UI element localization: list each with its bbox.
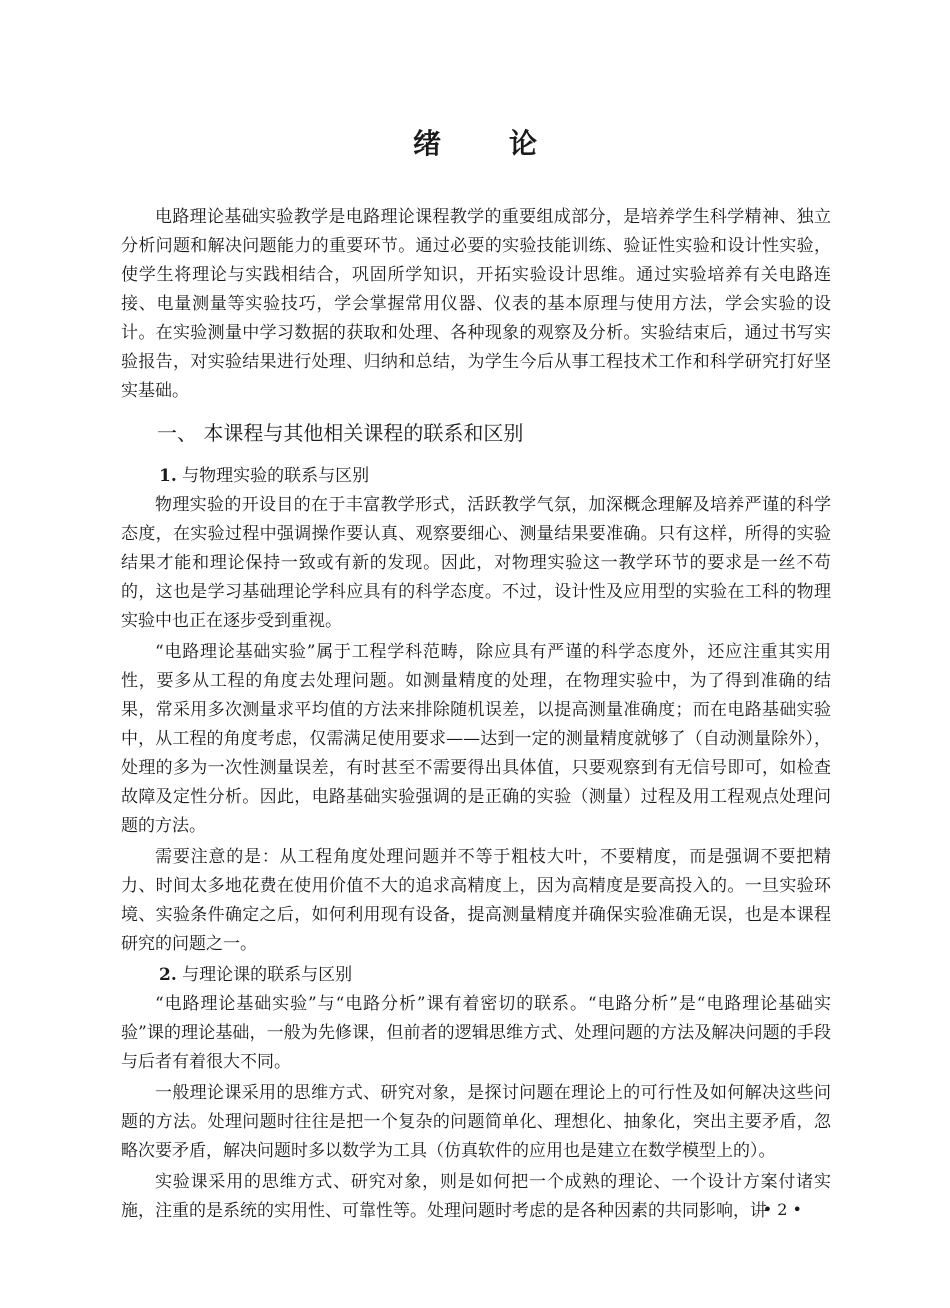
paragraph: 需要注意的是：从工程角度处理问题并不等于粗枝大叶，不要精度，而是强调不要把精力、时间太多地花费在使用价值不大的追求高精度上，因为高精度是要高投入的。一旦实验环境、实验条件确定之后，如何利用现有设备，提高测量精度并确保实验准确无误，也是本课程研究的问题之一。 — [121, 847, 831, 954]
subsection-heading-2 — [121, 961, 831, 990]
subsection-number: 2. — [159, 965, 177, 985]
subsection-title: 与物理实验的联系与区别 — [182, 466, 370, 486]
subsection-heading-1 — [121, 462, 831, 491]
subsection-title: 与理论课的联系与区别 — [182, 965, 353, 985]
body-text — [121, 203, 831, 1228]
paragraph: “电路理论基础实验”属于工程学科范畴，除应具有严谨的科学态度外，还应注重其实用性，要多从工程的角度去处理问题。如测量精度的处理，在物理实验中，为了得到准确的结果，常采用多次测量求平均值的方法来排除随机误差，以提高测量准确度；而在电路基础实验中，从工程的角度考虑，仅需满足使用要求——达到一定的测量精度就够了（自动测量除外），处理的多为一次性测量误差，有时甚至不需要得出具体值，只要观察到有无信号即可，如检查故障及定性分析。因此，电路基础实验强调的是正确的实验（测量）过程及用工程观点处理问题的方法。 — [121, 642, 831, 836]
section-heading: 一、 本课程与其他相关课程的联系和区别 — [157, 421, 524, 445]
paragraph: “电路理论基础实验”与“电路分析”课有着密切的联系。“电路分析”是“电路理论基础实验”课的理论基础，一般为先修课，但前者的逻辑思维方式、处理问题的方法及解决问题的手段与后者有着很大不同。 — [121, 994, 831, 1072]
paragraph: 一般理论课采用的思维方式、研究对象，是探讨问题在理论上的可行性及如何解决这些问题的方法。处理问题时往往是把一个复杂的问题简单化、理想化、抽象化，突出主要矛盾，忽略次要矛盾，解决问题时多以数学为工具（仿真软件的应用也是建立在数学模型上的）。 — [121, 1083, 831, 1161]
chapter-title-char-2: 论 — [509, 127, 538, 160]
subsection-number: 1. — [159, 466, 177, 486]
paragraph: 物理实验的开设目的在于丰富教学形式，活跃教学气氛，加深概念理解及培养严谨的科学态度，在实验过程中强调操作要认真、观察要细心、测量结果要准确。只有这样，所得的实验结果才能和理论保持一致或有新的发现。因此，对物理实验这一教学环节的要求是一丝不苟的，这也是学习基础理论学科应具有的科学态度。不过，设计性及应用型的实验在工科的物理实验中也正在逐步受到重视。 — [121, 495, 831, 631]
intro-paragraph: 电路理论基础实验教学是电路理论课程教学的重要组成部分，是培养学生科学精神、独立分析问题和解决问题能力的重要环节。通过必要的实验技能训练、验证性实验和设计性实验，使学生将理论与实践相结合，巩固所学知识，开拓实验设计思维。通过实验培养有关电路连接、电量测量等实验技巧，学会掌握常用仪器、仪表的基本原理与使用方法，学会实验的设计。在实验测量中学习数据的获取和处理、各种现象的观察及分析。实验结束后，通过书写实验报告，对实验结果进行处理、归纳和总结，为学生今后从事工程技术工作和科学研究打好坚实基础。 — [121, 207, 831, 401]
chapter-title — [0, 122, 950, 162]
page-number: • 2 • — [762, 1200, 802, 1219]
paragraph: 实验课采用的思维方式、研究对象，则是如何把一个成熟的理论、一个设计方案付诸实施，注重的是系统的实用性、可靠性等。处理问题时考虑的是各种因素的共同影响，讲 — [121, 1172, 831, 1221]
chapter-title-char-1: 绪 — [412, 127, 441, 160]
